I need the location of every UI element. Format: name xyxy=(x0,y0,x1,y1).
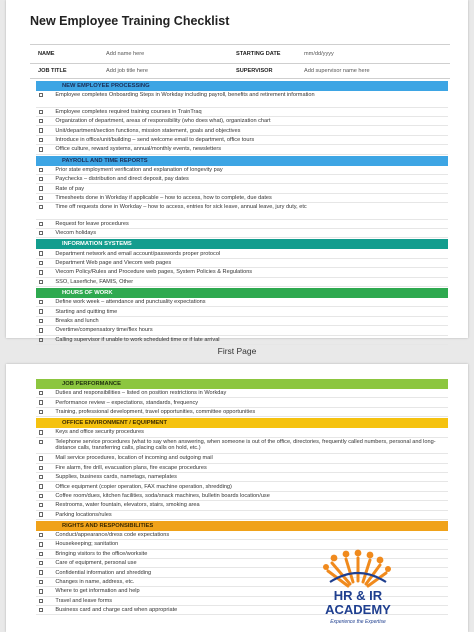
checklist-item-text: Time off requests done in Workday – how to access, entries for sick leave, annual leave, jury duty, etc xyxy=(55,204,307,211)
checklist-item xyxy=(36,408,448,417)
checkbox[interactable] xyxy=(39,552,43,556)
checklist-item xyxy=(36,501,448,510)
checklist-item-text: Keys and office security procedures xyxy=(55,429,144,436)
checklist-item xyxy=(36,428,448,437)
checklist-item-text: Business card and charge card when appropriate xyxy=(55,607,178,614)
checklist-item-text: Starting and quitting time xyxy=(55,308,118,315)
checklist-page-1 xyxy=(6,0,468,343)
logo-tagline: Experience the Expertise xyxy=(330,619,386,625)
checklist-item xyxy=(36,259,448,268)
checklist-item xyxy=(36,398,448,407)
checkbox[interactable] xyxy=(39,231,43,235)
checkbox[interactable] xyxy=(39,270,43,274)
checklist-item-text: Supplies, business cards, nametags, nameplates xyxy=(55,474,177,481)
checklist-item xyxy=(36,438,448,455)
checklist-item-text: Care of equipment, personal use xyxy=(55,560,137,567)
checklist-item xyxy=(36,454,448,463)
checklist-item xyxy=(36,166,448,175)
checklist-item-text: Conduct/appearance/dress code expectations xyxy=(55,532,170,539)
checkbox[interactable] xyxy=(39,328,43,332)
section-header-payroll-and-time-reports: PAYROLL AND TIME REPORTS xyxy=(36,156,448,166)
checkbox[interactable] xyxy=(39,599,43,603)
checkbox[interactable] xyxy=(39,196,43,200)
checkbox[interactable] xyxy=(39,440,43,444)
checklist-item-text: Timesheets done in Workday if applicable – how to access, how to complete, due dates xyxy=(55,194,272,201)
checklist-sections-page-1 xyxy=(36,80,448,345)
checklist-item-text: Request for leave procedures xyxy=(55,220,129,227)
checklist-item-text: Mail service procedures, location of incoming and outgoing mail xyxy=(55,455,213,462)
checklist-item-text: Travel and leave forms xyxy=(55,597,113,604)
section-header-office-environment-equipment: OFFICE ENVIRONMENT / EQUIPMENT xyxy=(36,418,448,428)
checklist-item xyxy=(36,91,448,108)
section-header-job-performance: JOB PERFORMANCE xyxy=(36,379,448,389)
checklist-item-text: Bringing visitors to the office/worksite xyxy=(55,550,148,557)
checklist-item xyxy=(36,145,448,154)
checklist-item xyxy=(36,492,448,501)
checklist-item-text: Paychecks – distribution and direct deposit, pay dates xyxy=(55,176,189,183)
start-date-label: STARTING DATE xyxy=(236,51,281,57)
checkbox[interactable] xyxy=(39,319,43,323)
start-date-field[interactable]: mm/dd/yyyy xyxy=(304,51,334,57)
checklist-item-text: Telephone service procedures (what to say when answering, when someone is out of the office, directories, frequently called numbers, personal and long-distance calls, transferring calls, placing calls on hold, etc.) xyxy=(55,438,436,452)
checklist-item xyxy=(36,203,448,220)
checkbox[interactable] xyxy=(39,391,43,395)
checklist-item-text: Training, professional development, travel opportunities, committee opportunities xyxy=(55,408,256,415)
checklist-item xyxy=(36,389,448,398)
checklist-item-text: Coffee room/dues, kitchen facilities, soda/snack machines, bulletin boards location/use xyxy=(55,492,270,499)
checkbox[interactable] xyxy=(39,338,43,342)
checklist-item-text: Viecom Policy/Rules and Procedure web pages, System Policies & Regulations xyxy=(55,269,253,276)
supervisor-label: SUPERVISOR xyxy=(236,68,273,74)
logo-line-2: ACADEMY xyxy=(325,602,391,617)
hr-ir-academy-logo xyxy=(298,550,418,630)
checkbox[interactable] xyxy=(39,561,43,565)
checklist-item-text: Introduce in office/unit/building – send welcome email to department, office tours xyxy=(55,136,255,143)
checkbox[interactable] xyxy=(39,430,43,434)
checklist-item xyxy=(36,249,448,258)
checklist-item-text: Changes in name, address, etc. xyxy=(55,579,135,586)
checkbox[interactable] xyxy=(39,494,43,498)
checkbox[interactable] xyxy=(39,168,43,172)
checklist-item-text: Organization of department, areas of responsibility (who does what), organization chart xyxy=(55,118,271,125)
job-title-field[interactable]: Add job title here xyxy=(106,68,148,74)
checklist-item xyxy=(36,540,448,549)
checklist-item xyxy=(36,268,448,277)
checklist-item-text: Duties and responsibilities – listed on position restrictions in Workday xyxy=(55,390,227,397)
checklist-page-2 xyxy=(6,364,468,632)
checkbox[interactable] xyxy=(39,456,43,460)
checkbox[interactable] xyxy=(39,205,43,209)
checkbox[interactable] xyxy=(39,570,43,574)
checkbox[interactable] xyxy=(39,93,43,97)
checklist-item-text: Prior state employment verification and explanation of longevity pay xyxy=(55,166,223,173)
checkbox[interactable] xyxy=(39,410,43,414)
checklist-item xyxy=(36,136,448,145)
checklist-item xyxy=(36,482,448,491)
checkbox[interactable] xyxy=(39,177,43,181)
checkbox[interactable] xyxy=(39,580,43,584)
checklist-item-text: Unit/department/section functions, mission statement, goals and objectives xyxy=(55,127,241,134)
checklist-item-text: SSO, Laserfiche, FAMIS, Other xyxy=(55,278,134,285)
checklist-item-text: Employee completes required training courses in TrainTraq xyxy=(55,108,202,115)
checkbox[interactable] xyxy=(39,512,43,516)
checklist-item-text: Define work week – attendance and punctuality expectations xyxy=(55,299,206,306)
checkbox[interactable] xyxy=(39,128,43,132)
checkbox[interactable] xyxy=(39,138,43,142)
checklist-item-text: Department network and email account/passwords proper protocol xyxy=(55,250,221,257)
info-row-2 xyxy=(30,64,450,79)
name-label: NAME xyxy=(38,51,55,57)
checklist-item-text: Fire alarm, fire drill, evacuation plans, fire escape procedures xyxy=(55,464,207,471)
section-header-hours-of-work: HOURS OF WORK xyxy=(36,288,448,298)
checklist-item-text: Where to get information and help xyxy=(55,588,140,595)
checklist-item-text: Office culture, reward systems, annual/monthly events, newsletters xyxy=(55,146,221,153)
checkbox[interactable] xyxy=(39,147,43,151)
checklist-item xyxy=(36,511,448,520)
page-title: New Employee Training Checklist xyxy=(30,14,230,28)
checklist-item xyxy=(36,531,448,540)
checklist-item xyxy=(36,278,448,287)
checklist-item xyxy=(36,117,448,126)
checklist-item xyxy=(36,229,448,238)
checklist-item xyxy=(36,126,448,135)
checkbox[interactable] xyxy=(39,186,43,190)
checkbox[interactable] xyxy=(39,251,43,255)
checkbox[interactable] xyxy=(39,261,43,265)
employee-info-table xyxy=(30,44,450,79)
checklist-item-text: Performance review – expectations, standards, frequency xyxy=(55,399,199,406)
checklist-item-text: Viecom holidays xyxy=(55,230,97,237)
checkbox[interactable] xyxy=(39,484,43,488)
checklist-item xyxy=(36,326,448,335)
page-caption: First Page xyxy=(217,346,257,356)
checklist-item-text: Overtime/compensatory time/flex hours xyxy=(55,327,153,334)
checklist-item xyxy=(36,336,448,345)
checkbox[interactable] xyxy=(39,503,43,507)
section-header-information-systems: INFORMATION SYSTEMS xyxy=(36,239,448,249)
checklist-item-text: Restrooms, water fountain, elevators, stairs, smoking area xyxy=(55,502,200,509)
checkbox[interactable] xyxy=(39,400,43,404)
checkbox[interactable] xyxy=(39,466,43,470)
checklist-item-text: Employee completes Onboarding Steps in Workday including payroll, benefits and retirement information xyxy=(55,92,315,99)
checkbox[interactable] xyxy=(39,309,43,313)
checkbox[interactable] xyxy=(39,608,43,612)
checkbox[interactable] xyxy=(39,280,43,284)
checklist-item xyxy=(36,108,448,117)
checklist-item xyxy=(36,317,448,326)
checklist-item xyxy=(36,175,448,184)
supervisor-field[interactable]: Add supervisor name here xyxy=(304,68,370,74)
checklist-item xyxy=(36,194,448,203)
checklist-item-text: Parking locations/rules xyxy=(55,511,112,518)
checklist-item-text: Rate of pay xyxy=(55,185,84,192)
checklist-item-text: Office equipment (copier operation, FAX machine operation, shredding) xyxy=(55,483,232,490)
checkbox[interactable] xyxy=(39,110,43,114)
checklist-item-text: Breaks and lunch xyxy=(55,318,99,325)
checkbox[interactable] xyxy=(39,542,43,546)
checkbox[interactable] xyxy=(39,300,43,304)
logo-line-1: HR & IR xyxy=(333,588,383,603)
logo-people-icon xyxy=(323,550,391,586)
section-header-new-employee-processing: NEW EMPLOYEE PROCESSING xyxy=(36,81,448,91)
section-header-rights-and-responsibilities: RIGHTS AND RESPONSIBILITIES xyxy=(36,521,448,531)
checkbox[interactable] xyxy=(39,589,43,593)
checkbox[interactable] xyxy=(39,119,43,123)
name-field[interactable]: Add name here xyxy=(106,51,145,57)
job-title-label: JOB TITLE xyxy=(38,68,67,74)
info-row-1 xyxy=(30,45,450,64)
checkbox[interactable] xyxy=(39,222,43,226)
checklist-item xyxy=(36,298,448,307)
checklist-item xyxy=(36,473,448,482)
checklist-item xyxy=(36,184,448,193)
checklist-item xyxy=(36,464,448,473)
checklist-item-text: Calling supervisor if unable to work scheduled time or if late arrival xyxy=(55,336,220,343)
checkbox[interactable] xyxy=(39,533,43,537)
checklist-item xyxy=(36,220,448,229)
checklist-item-text: Department Web page and Viecom web pages xyxy=(55,260,172,267)
checklist-item-text: Confidential information and shredding xyxy=(55,569,152,576)
checklist-item-text: Housekeeping; sanitation xyxy=(55,541,119,548)
checklist-item xyxy=(36,307,448,316)
checkbox[interactable] xyxy=(39,475,43,479)
